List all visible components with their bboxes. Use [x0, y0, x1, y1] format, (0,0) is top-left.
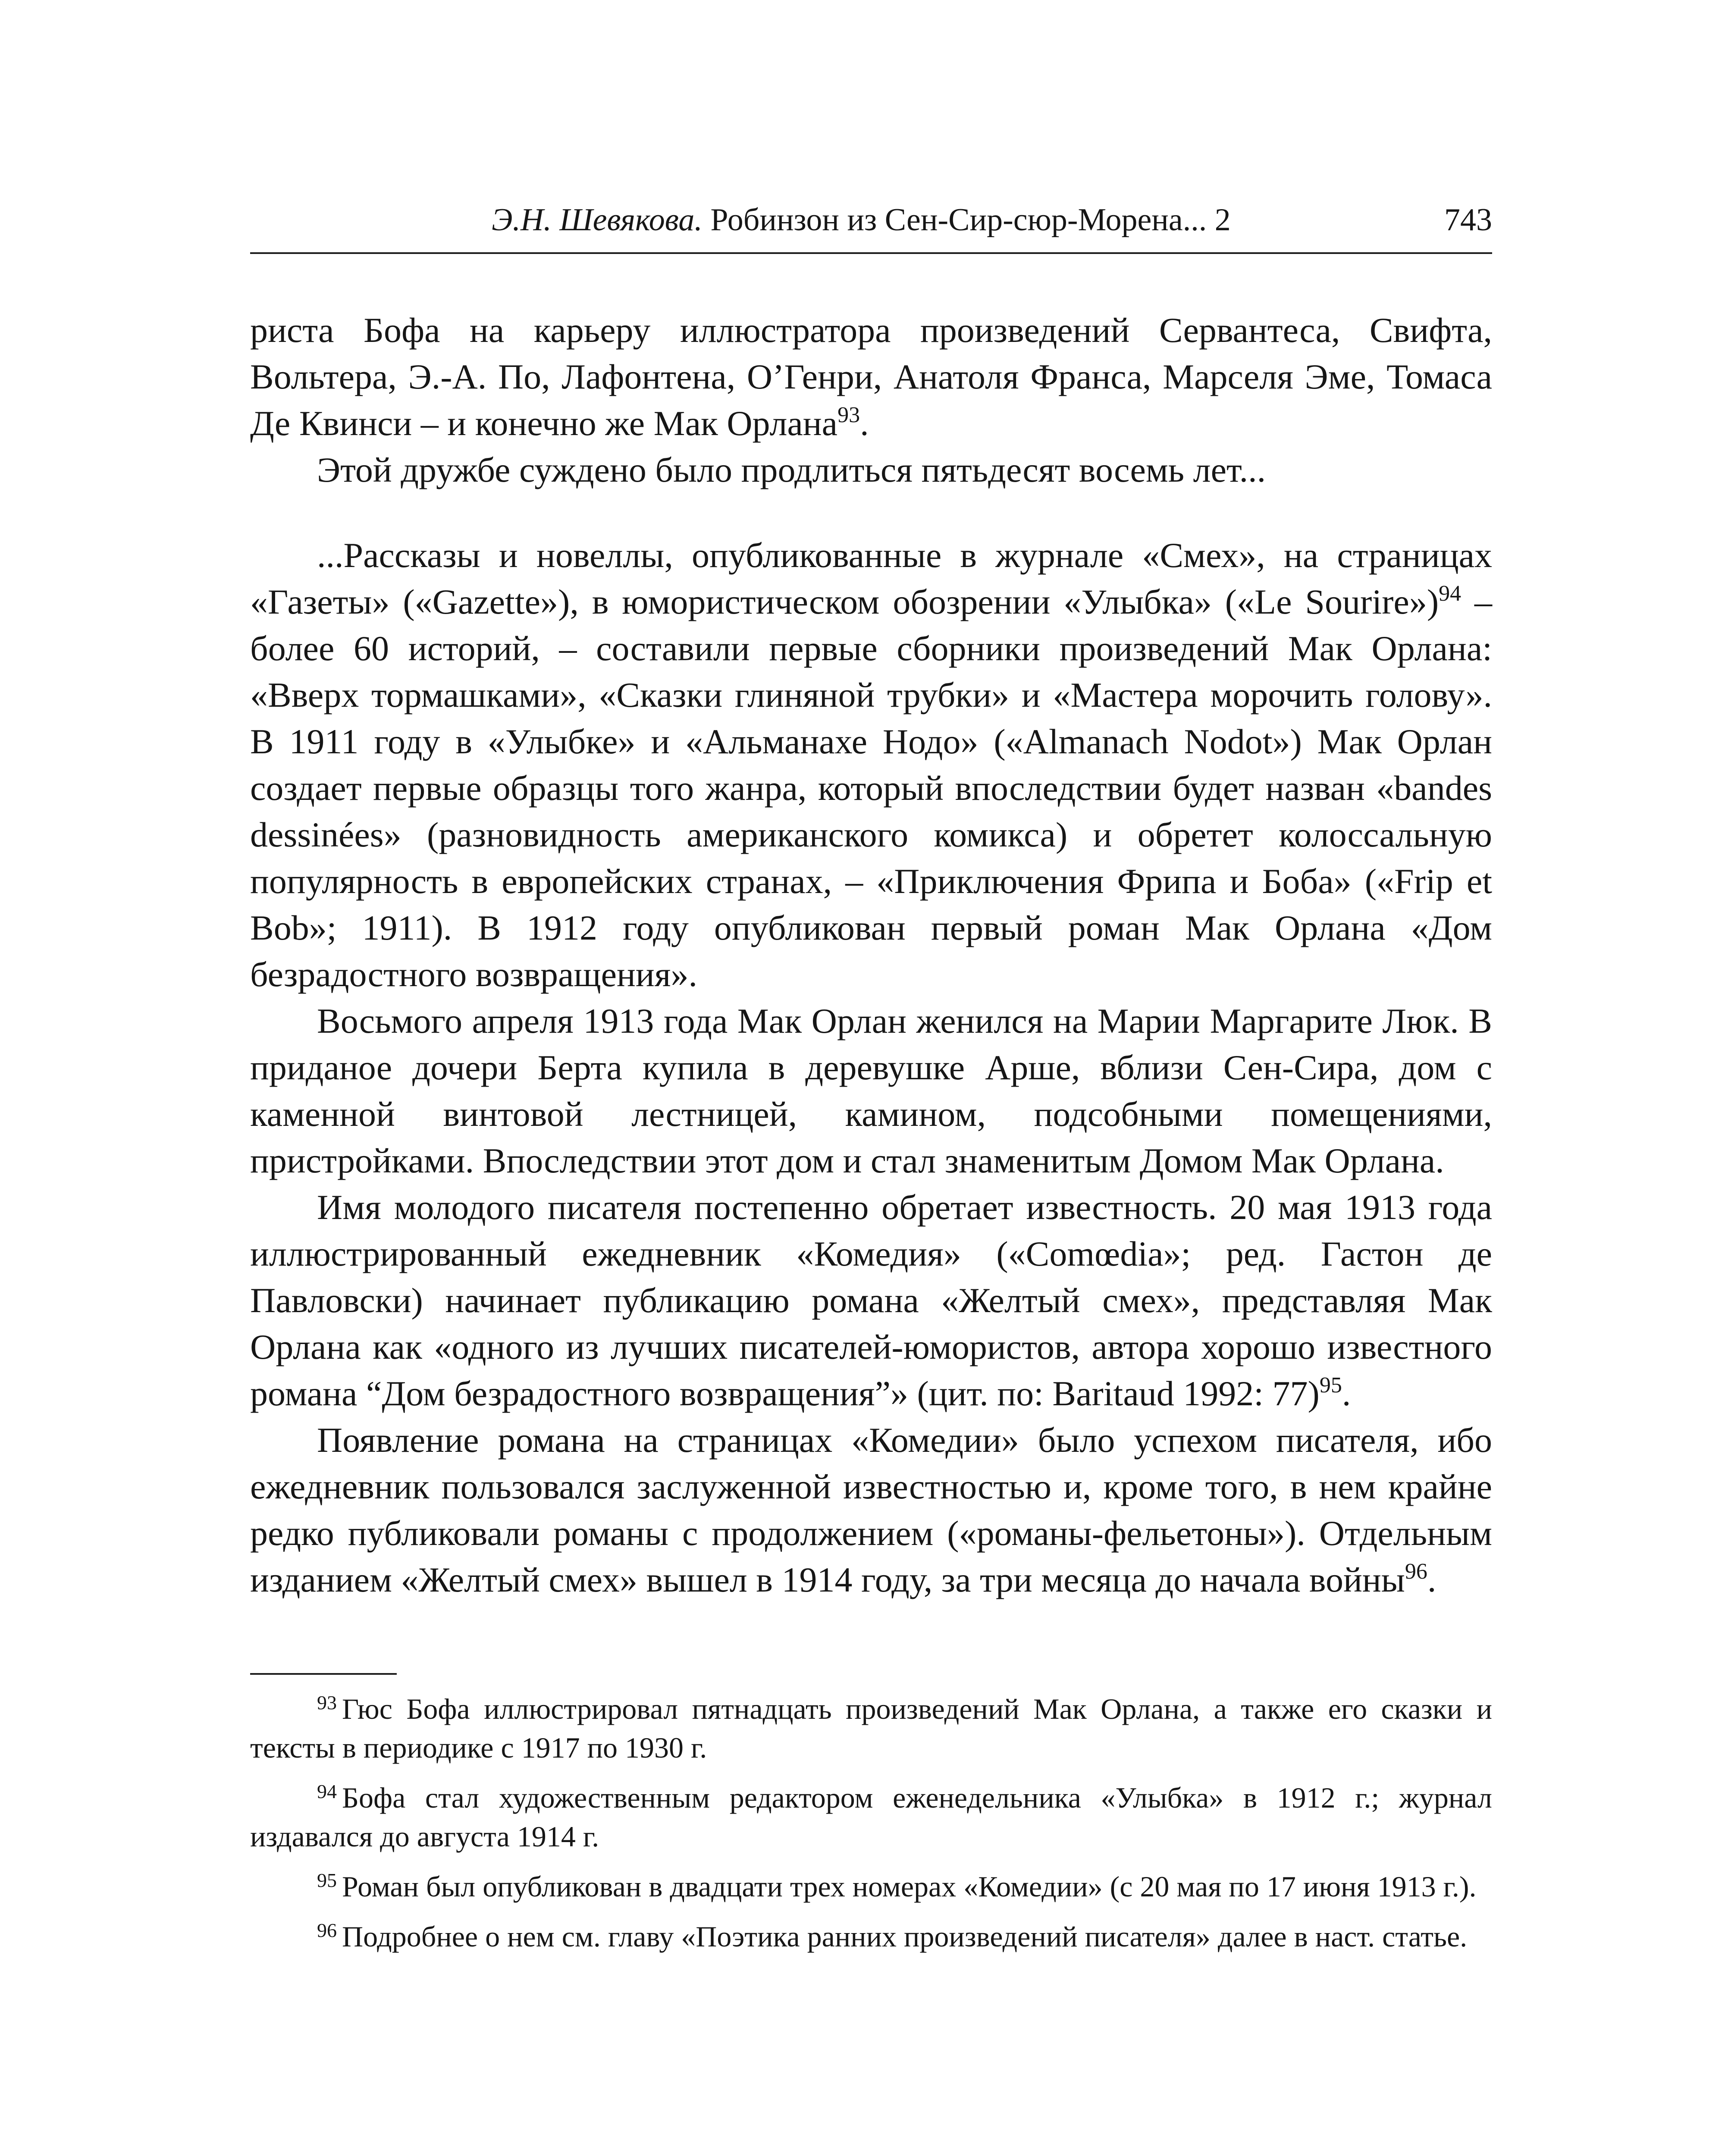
footnote-text: Роман был опубликован в двадцати трех номерах «Комедии» (с 20 мая по 17 июня 1913 г.). — [342, 1870, 1477, 1903]
running-header — [250, 202, 1492, 249]
footnote-separator — [250, 1673, 397, 1675]
footnote-ref-93: 93 — [837, 403, 860, 427]
paragraph-6 — [250, 1417, 1492, 1603]
footnote-ref-95: 95 — [1319, 1373, 1342, 1398]
header-rule — [250, 252, 1492, 254]
paragraph-1-text: риста Бофа на карьеру иллюстратора произведений Сервантеса, Свифта, Вольтера, Э.-А. По, Лафонтена, О’Генри, Анатоля Франса, Марселя Эме, Томаса Де Квинси – и конечно же Мак Орлана — [250, 310, 1492, 443]
paragraph-1-end: . — [860, 404, 869, 443]
header-author: Э.Н. Шевякова. — [492, 202, 703, 238]
footnote-number: 96 — [317, 1919, 337, 1941]
footnote-text: Бофа стал художественным редактором еженедельника «Улыбка» в 1912 г.; журнал издавался до августа 1914 г. — [250, 1781, 1492, 1853]
paragraph-5 — [250, 1184, 1492, 1417]
header-title: Робинзон из Сен-Сир-сюр-Морена... 2 — [710, 202, 1231, 238]
footnote-93 — [250, 1689, 1492, 1767]
paragraph-4: Восьмого апреля 1913 года Мак Орлан женился на Марии Маргарите Люк. В приданое дочери Берта купила в деревушке Арше, вблизи Сен-Сира, дом с каменной винтовой лестницей, камином, подсобными помещениями, пристройками. Впоследствии этот дом и стал знаменитым Домом Мак Орлана. — [250, 1001, 1492, 1180]
paragraph-2: Этой дружбе суждено было продлиться пятьдесят восемь лет... — [317, 450, 1266, 489]
footnote-text: Подробнее о нем см. главу «Поэтика ранних произведений писателя» далее в наст. статье. — [342, 1920, 1468, 1953]
paragraph-3 — [250, 532, 1492, 998]
footnotes — [250, 1689, 1492, 1967]
main-text — [250, 307, 1492, 1603]
footnote-number: 95 — [317, 1869, 337, 1891]
footnote-96 — [250, 1917, 1492, 1956]
paragraph-1 — [250, 307, 1492, 447]
paragraph-5-text: Имя молодого писателя постепенно обретает известность. 20 мая 1913 года иллюстрированный ежедневник «Комедия» («Comœdia»; ред. Гастон де Павловски) начинает публикацию романа «Желтый смех», представляя Мак Орлана как «одного из лучших писателей-юмористов, автора хорошо известного романа “Дом безрадостного возвращения”» (цит. по: Baritaud 1992: 77) — [250, 1188, 1492, 1413]
paragraph-3-text-a: ...Рассказы и новеллы, опубликованные в журнале «Смех», на страницах «Газеты» («Gazette»), в юмористическом обозрении «Улыбка» («Le Sourire») — [250, 536, 1492, 621]
paragraph-5-end: . — [1342, 1374, 1351, 1413]
footnote-ref-94: 94 — [1439, 581, 1462, 606]
footnote-95 — [250, 1867, 1492, 1906]
paragraph-3-text-b: – более 60 историй, – составили первые сборники произведений Мак Орлана: «Вверх тормашками», «Сказки глиняной трубки» и «Мастера морочить голову». В 1911 году в «Улыбке» и «Альманахе Нодо» («Almanach Nodot») Мак Орлан создает первые образцы того жанра, который впоследствии будет назван «bandes dessinées» (разновидность американского комикса) и обретет колоссальную популярность в европейских странах, – «Приключения Фрипа и Боба» («Frip et Bob»; 1911). В 1912 году опубликован первый роман Мак Орлана «Дом безрадостного возвращения». — [250, 582, 1492, 994]
footnote-number: 93 — [317, 1692, 337, 1714]
running-title — [492, 202, 1231, 238]
footnote-ref-96: 96 — [1405, 1559, 1427, 1584]
paragraph-6-end: . — [1427, 1560, 1436, 1599]
footnote-text: Гюс Бофа иллюстрировал пятнадцать произведений Мак Орлана, а также его сказки и тексты в периодике с 1917 по 1930 г. — [250, 1692, 1492, 1764]
footnote-94 — [250, 1778, 1492, 1856]
page-number: 743 — [1444, 202, 1492, 238]
paragraph-6-text: Появление романа на страницах «Комедии» было успехом писателя, ибо ежедневник пользовался заслуженной известностью и, кроме того, в нем крайне редко публиковали романы с продолжением («романы-фельетоны»). Отдельным изданием «Желтый смех» вышел в 1914 году, за три месяца до начала войны — [250, 1420, 1492, 1599]
footnote-number: 94 — [317, 1780, 337, 1802]
